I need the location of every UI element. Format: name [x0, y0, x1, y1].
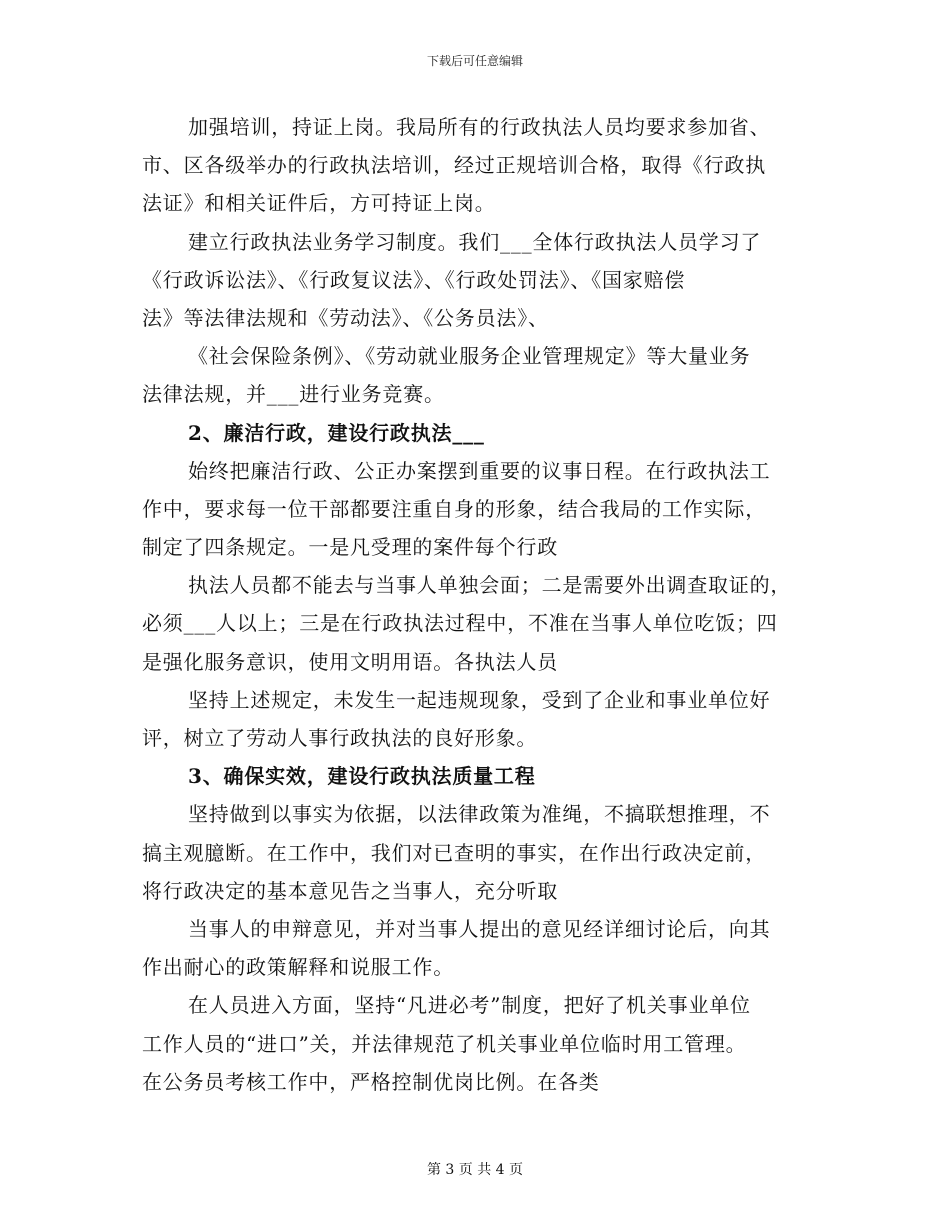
- text-line: 坚持上述规定，未发生一起违规现象，受到了企业和事业单位好: [188, 687, 771, 712]
- text-line: 《行政诉讼法》、《行政复议法》、《行政处罚法》、《国家赔偿: [142, 267, 686, 292]
- document-body: [142, 108, 810, 1101]
- text-line: 搞主观臆断。在工作中，我们对已查明的事实，在作出行政决定前，: [142, 840, 766, 865]
- text-line: 加强培训，持证上岗。我局所有的行政执法人员均要求参加省、: [188, 115, 771, 139]
- text-line: 工作人员的“进口”关，并法律规范了机关事业单位临时用工管理。: [142, 1031, 747, 1056]
- text-line: 在人员进入方面，坚持“凡进必考”制度，把好了机关事业单位: [188, 993, 751, 1018]
- text-line: 作中，要求每一位干部都要注重自身的形象，结合我局的工作实际，: [142, 496, 766, 521]
- text-line: 《社会保险条例》、《劳动就业服务企业管理规定》等大量业务: [188, 344, 751, 369]
- text-line: 法证》和相关证件后，方可持证上岗。: [142, 191, 496, 216]
- text-line: 评，树立了劳动人事行政执法的良好形象。: [142, 726, 538, 750]
- text-line: 市、区各级举办的行政执法培训，经过正规培训合格，取得《行政执: [142, 153, 766, 178]
- text-line: 始终把廉洁行政、公正办案摆到重要的议事日程。在行政执法工: [188, 458, 771, 483]
- section-heading: 2、廉洁行政，建设行政执法___: [188, 420, 485, 445]
- text-line: 是强化服务意识，使用文明用语。各执法人员: [142, 649, 558, 674]
- page-header: 下载后可任意编辑: [426, 54, 523, 68]
- text-line: 必须___人以上；三是在行政执法过程中，不准在当事人单位吃饭；四: [142, 611, 778, 636]
- text-line: 法律法规，并___进行业务竞赛。: [142, 382, 445, 407]
- text-line: 将行政决定的基本意见告之当事人，充分听取: [142, 878, 558, 903]
- text-line: 作出耐心的政策解释和说服工作。: [142, 955, 454, 980]
- text-line: 制定了四条规定。一是凡受理的案件每个行政: [142, 535, 558, 560]
- text-line: 当事人的申辩意见，并对当事人提出的意见经详细讨论后，向其: [188, 916, 771, 941]
- page-footer: 第 3 页 共 4 页: [426, 1162, 524, 1178]
- text-line: 坚持做到以事实为依据，以法律政策为准绳，不搞联想推理，不: [188, 802, 771, 827]
- text-line: 在公务员考核工作中，严格控制优岗比例。在各类: [142, 1069, 600, 1094]
- text-line: 法》等法律法规和《劳动法》、《公务员法》、: [142, 305, 549, 330]
- text-line: 建立行政执法业务学习制度。我们___全体行政执法人员学习了: [188, 229, 762, 254]
- text-line: 执法人员都不能去与当事人单独会面；二是需要外出调查取证的，: [188, 573, 792, 598]
- section-heading: 3、确保实效，建设行政执法质量工程: [188, 764, 536, 789]
